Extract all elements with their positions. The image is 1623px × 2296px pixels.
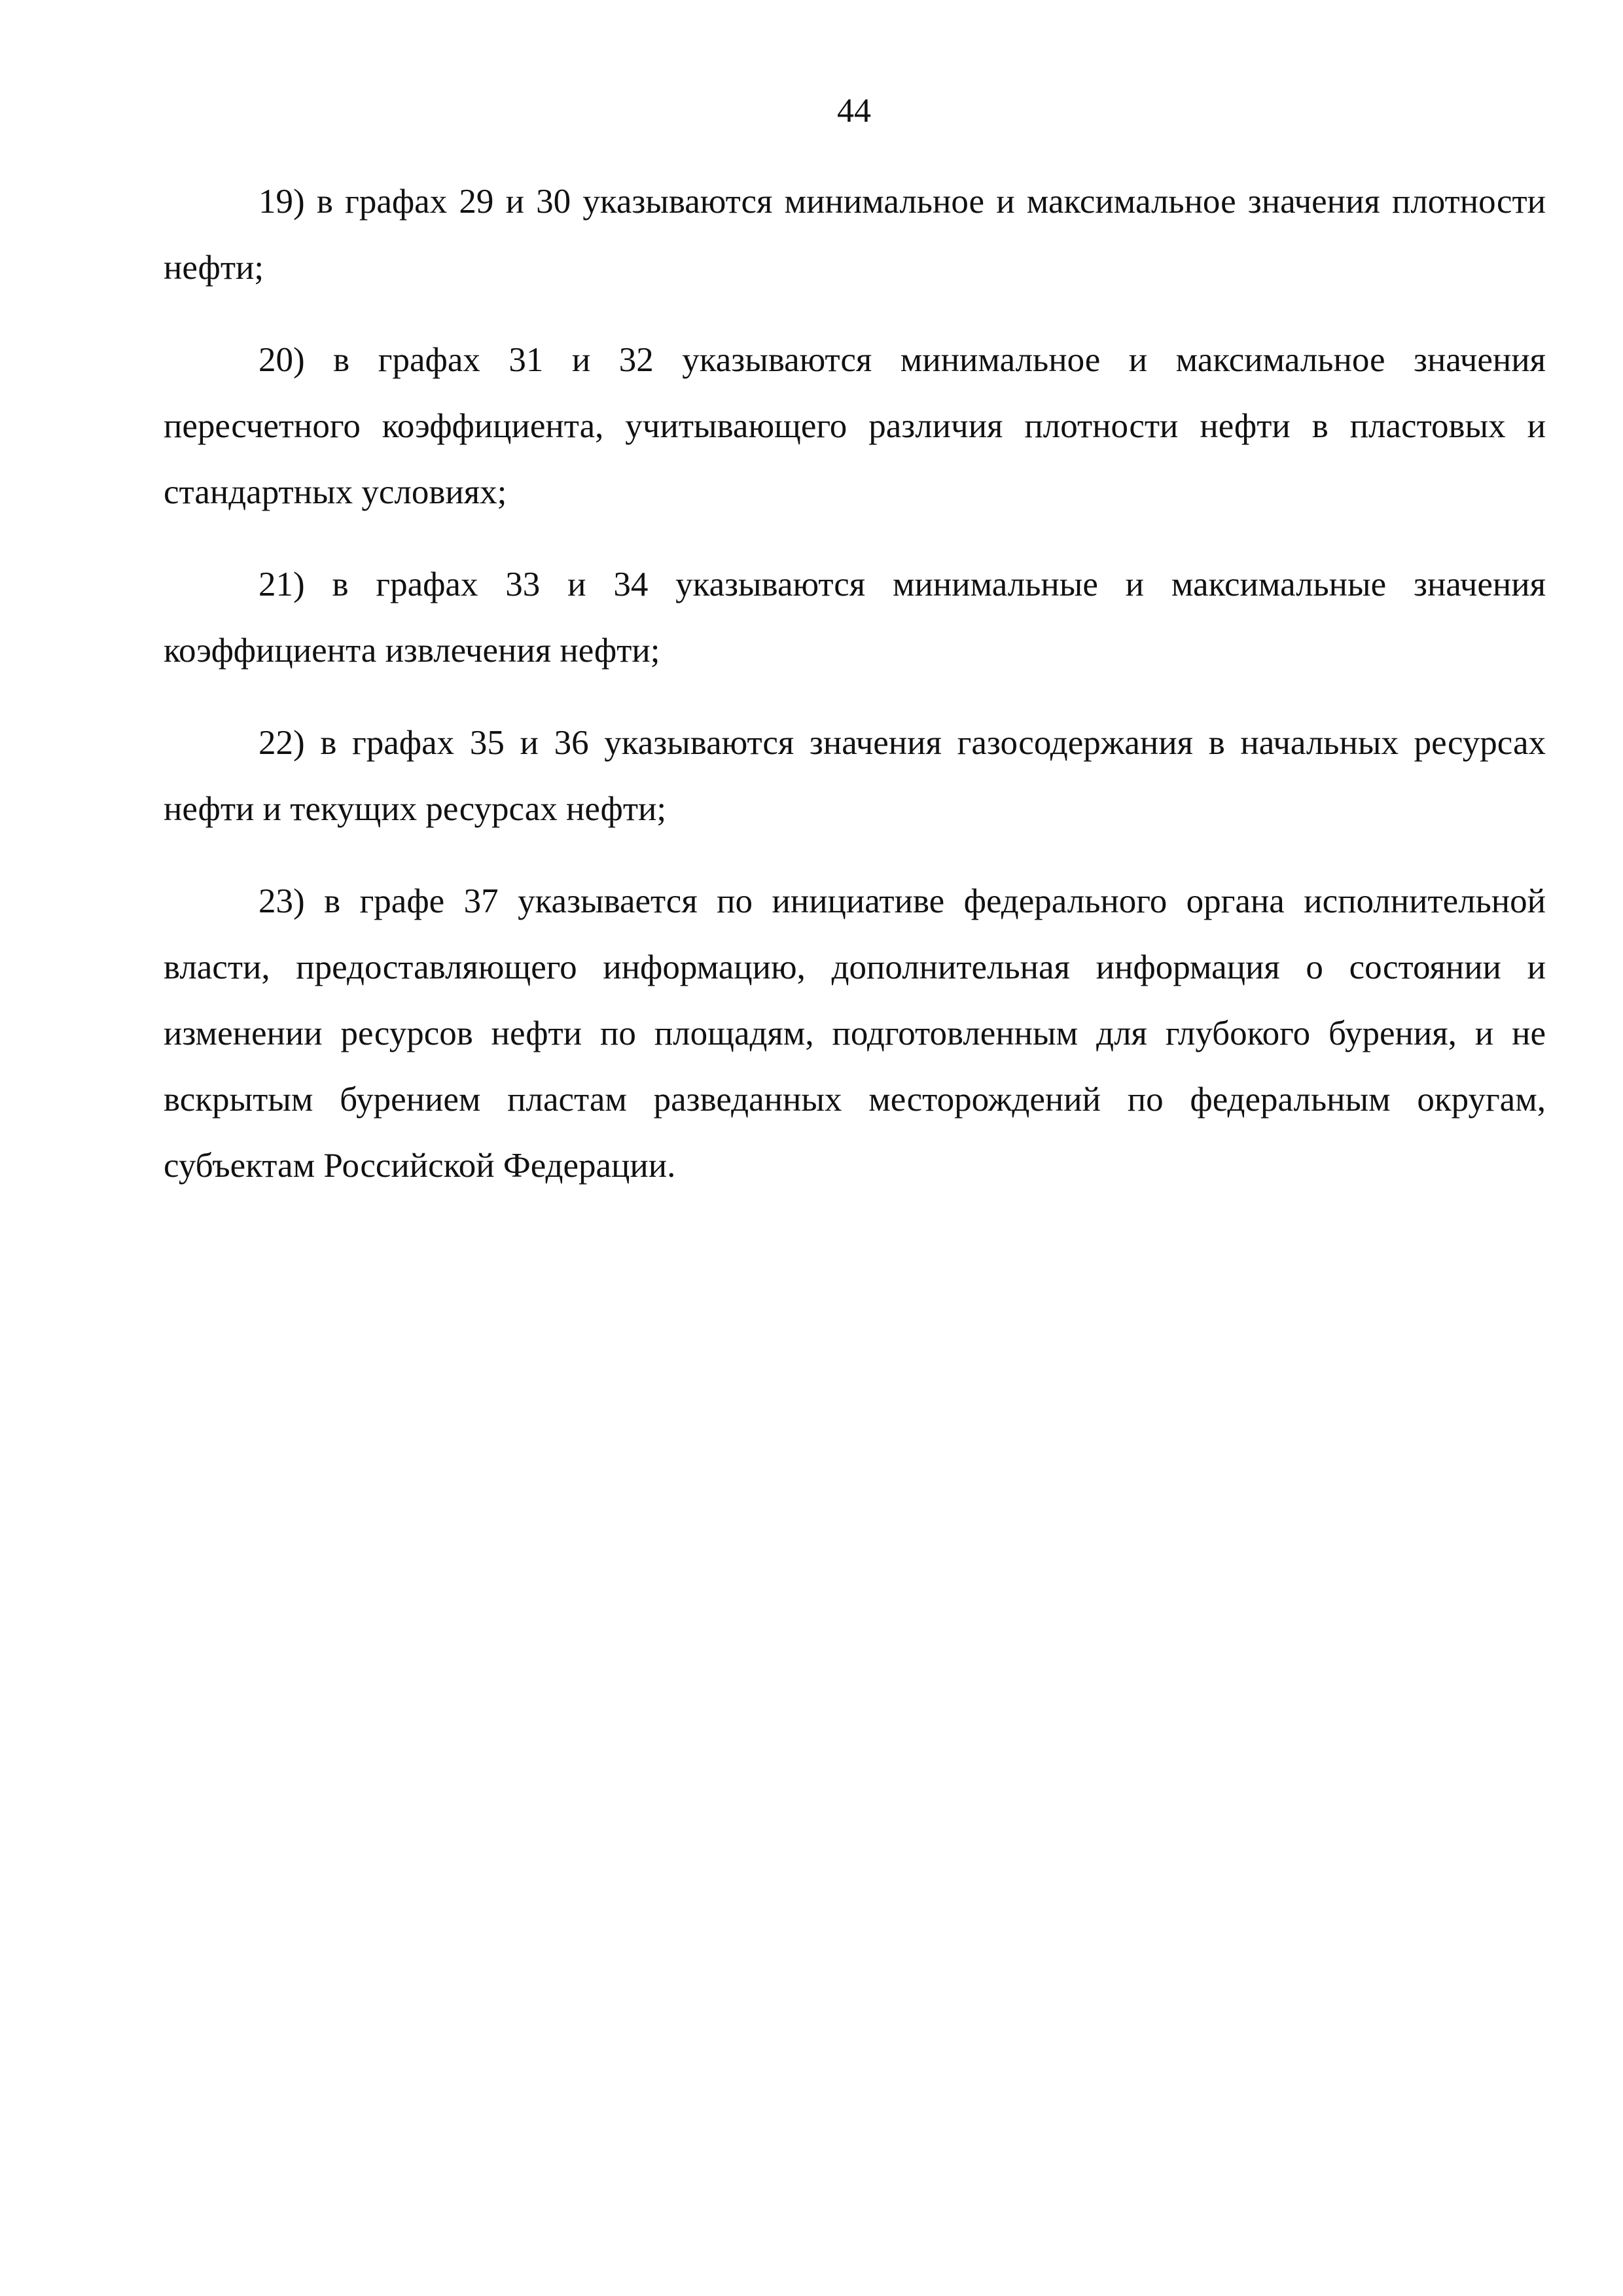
- document-body: [164, 169, 1546, 1225]
- paragraph-item-22: 22) в графах 35 и 36 указываются значения газосодержания в начальных ресурсах нефти и текущих ресурсах нефти;: [164, 724, 1546, 828]
- paragraph-item-23: 23) в графе 37 указывается по инициативе федерального органа исполнительной власти, предоставляющего информацию, дополнительная информация о состоянии и изменении ресурсов нефти по площадям, подготовленным для глубокого бурения, и не вскрытым бурением пластам разведанных месторождений по федеральным округам, субъектам Российской Федерации.: [164, 882, 1546, 1185]
- paragraph-item-19: 19) в графах 29 и 30 указываются минимальное и максимальное значения плотности нефти;: [164, 183, 1546, 287]
- page-number: 44: [837, 92, 871, 130]
- paragraph-item-21: 21) в графах 33 и 34 указываются минимальные и максимальные значения коэффициента извлечения нефти;: [164, 565, 1546, 670]
- paragraph-item-20: 20) в графах 31 и 32 указываются минимальное и максимальное значения пересчетного коэффициента, учитывающего различия плотности нефти в пластовых и стандартных условиях;: [164, 341, 1546, 511]
